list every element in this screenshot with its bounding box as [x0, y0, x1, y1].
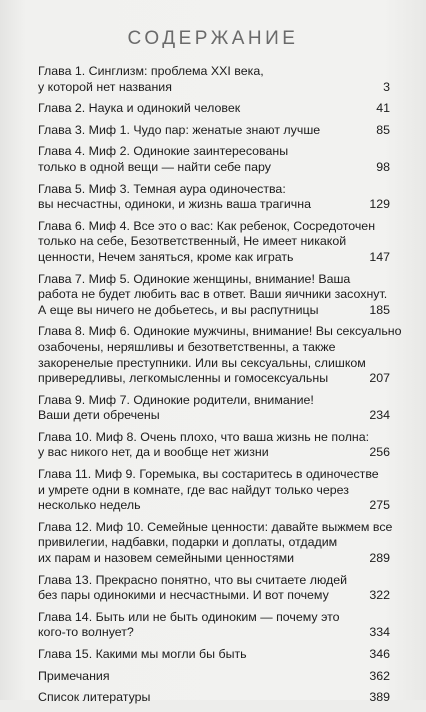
toc-entry	[38, 393, 390, 424]
toc-page-number: 3	[383, 79, 390, 94]
toc-page-number: 41	[376, 101, 390, 116]
toc-entry-line: Глава 7. Миф 5. Одинокие женщины, внимание! Ваша	[38, 271, 351, 286]
toc-entry	[38, 430, 390, 461]
toc-entry	[38, 144, 390, 175]
toc-entry-line: Глава 6. Миф 4. Все это о вас: Как ребенок, Сосредоточен	[38, 218, 376, 233]
table-of-contents	[38, 64, 402, 712]
toc-entry	[38, 123, 390, 139]
toc-entry-line: Глава 13. Прекрасно понятно, что вы считаете людей	[38, 572, 348, 587]
toc-entry	[38, 669, 390, 685]
toc-entry-line: привилегии, надбавки, подарки и доплаты, отдадим	[38, 535, 338, 550]
toc-entry-line: вы несчастны, одиноки, и жизнь ваша трагична	[38, 197, 311, 212]
toc-page-number: 289	[369, 551, 390, 566]
toc-entry-line: ценности, Нечем заняться, кроме как играть	[38, 249, 294, 264]
toc-entry-line: Ваши дети обречены	[38, 408, 160, 423]
toc-page-number: 275	[369, 498, 390, 513]
toc-entry	[38, 272, 390, 319]
toc-entry-line: Глава 11. Миф 9. Горемыка, вы состаритесь в одиночестве	[38, 467, 379, 482]
toc-entry	[38, 519, 393, 567]
toc-entry-line: кого-то волнует?	[38, 625, 134, 640]
toc-entry-line: Глава 12. Миф 10. Семейные ценности: давайте выжмем все	[38, 519, 393, 534]
toc-entry-line: А еще вы ничего не добьетесь, и вы распутницы	[38, 302, 319, 317]
toc-entry-line: у вас никого нет, да и вообще нет жизни	[38, 445, 269, 460]
toc-entry	[38, 647, 390, 663]
toc-entry-line: у которой нет названия	[38, 79, 172, 94]
toc-entry-line: только на себе, Безответственный, Не имеет никакой	[38, 234, 347, 249]
toc-page-number: 98	[376, 159, 390, 174]
toc-entry-line: их парам и назовем семейными ценностями	[38, 551, 295, 566]
toc-entry-line: Глава 9. Миф 7. Одинокие родители, внимание!	[38, 392, 314, 407]
toc-entry-line: Примечания	[38, 668, 110, 683]
toc-entry-line: озабочены, неряшливы и безответственны, а также	[38, 339, 336, 354]
toc-entry-line: Глава 10. Миф 8. Очень плохо, что ваша жизнь не полна:	[38, 429, 370, 444]
toc-page-number: 129	[369, 197, 390, 212]
toc-entry-line: без пары одинокими и несчастными. И вот почему	[38, 588, 329, 603]
toc-page-number: 85	[376, 122, 390, 137]
toc-entry	[38, 690, 390, 706]
toc-entry-line: Глава 1. Синглизм: проблема XXI века,	[38, 64, 264, 78]
toc-entry-line: Глава 14. Быть или не быть одиноким — почему это	[38, 609, 340, 624]
toc-entry	[38, 610, 390, 641]
toc-entry-line: несколько недель	[38, 498, 141, 513]
toc-entry-line: Список литературы	[38, 690, 151, 705]
toc-page-number: 185	[369, 302, 390, 317]
toc-entry	[38, 573, 390, 604]
toc-entry-line: закоренелые преступники. Или вы сексуальны, слишком	[38, 355, 366, 370]
toc-entry	[38, 64, 390, 95]
toc-page-number: 389	[369, 690, 390, 705]
toc-entry	[38, 182, 390, 213]
toc-page-number: 322	[369, 588, 390, 603]
toc-page-number: 234	[369, 408, 390, 423]
toc-page-number: 256	[369, 445, 390, 460]
toc-entry-line: Глава 3. Миф 1. Чудо пар: женатые знают лучше	[38, 122, 321, 137]
toc-entry	[38, 467, 390, 514]
toc-entry	[38, 219, 390, 266]
toc-entry-line: Глава 4. Миф 2. Одинокие заинтересованы	[38, 144, 289, 159]
toc-entry	[38, 101, 390, 117]
toc-page-number: 207	[369, 371, 390, 386]
page-title: СОДЕРЖАНИЕ	[127, 28, 299, 49]
toc-page-number: 362	[369, 668, 390, 683]
toc-entry-line: Глава 5. Миф 3. Темная аура одиночества:	[38, 181, 286, 196]
toc-page-number: 147	[369, 249, 390, 264]
toc-entry-line: Глава 15. Какими мы могли бы быть	[38, 647, 247, 661]
toc-entry-line: Глава 2. Наука и одинокий человек	[38, 101, 241, 116]
toc-entry-line: Глава 8. Миф 6. Одинокие мужчины, внимание! Вы сексуально	[38, 324, 402, 339]
toc-entry-line: только в одной вещи — найти себе пару	[38, 159, 271, 174]
toc-entry-line: привередливы, легкомысленны и гомосексуальны	[38, 371, 329, 386]
toc-page-number: 334	[369, 625, 390, 640]
toc-entry-line: работа не будет любить вас в ответ. Ваши яичники засохнут.	[38, 287, 388, 302]
toc-entry	[38, 324, 402, 386]
toc-entry-line: и умрете одни в комнате, где вас найдут только через	[38, 482, 349, 497]
toc-page-number: 346	[369, 647, 390, 661]
